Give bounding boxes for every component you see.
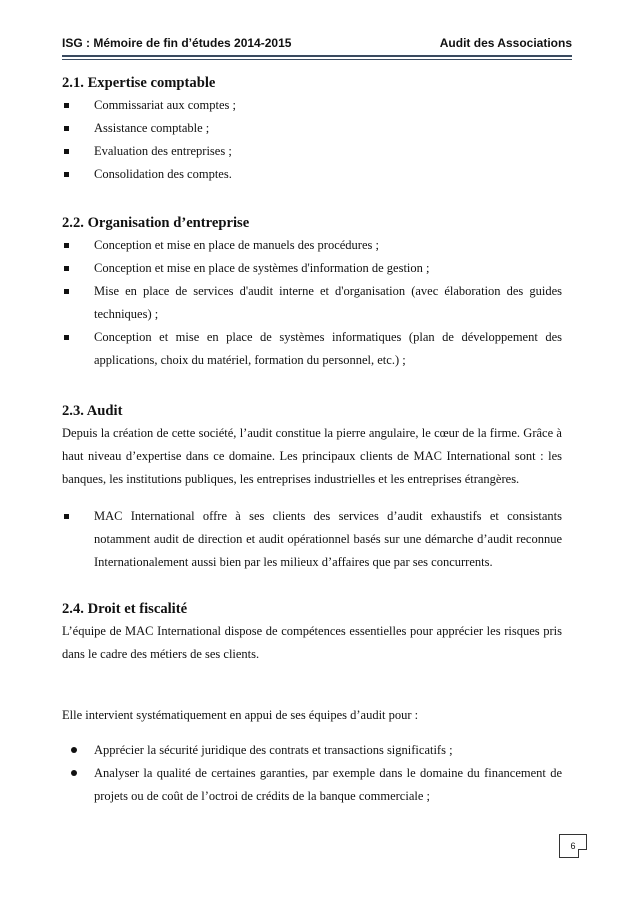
list-item: Conception et mise en place de systèmes d'information de gestion ; [62,257,562,280]
list-item: Conception et mise en place de systèmes informatiques (plan de développement des applications, choix du matériel, formation du personnel, etc.) ; [62,326,562,372]
page-content [62,72,562,808]
header-subtitle: Audit des Associations [439,36,572,50]
section-2-3-list [62,505,562,574]
section-2-4-title: 2.4. Droit et fiscalité [62,601,188,617]
section-2-1-list [62,94,562,186]
section-2-4-paragraph: L’équipe de MAC International dispose de compétences essentielles pour apprécier les risques pris dans le cadre des métiers de ses clients. [62,624,562,661]
page-number: 6 [570,841,576,851]
header-rule-thick [62,55,572,57]
page-fold-icon [578,849,587,858]
list-item: Mise en place de services d'audit interne et d'organisation (avec élaboration des guides techniques) ; [62,280,562,326]
section-2-2-title: 2.2. Organisation d’entreprise [62,215,250,231]
list-item: Consolidation des comptes. [62,163,562,186]
section-2-3-title: 2.3. Audit [62,403,123,419]
section-2-4-list [62,739,562,808]
section-2-4-intro: Elle intervient systématiquement en appui de ses équipes d’audit pour : [62,708,419,722]
list-item: Evaluation des entreprises ; [62,140,562,163]
header-rule-thin [62,59,572,60]
list-item: MAC International offre à ses clients des services d’audit exhaustifs et consistants notamment audit de direction et audit opérationnel basés sur une démarche d’audit reconnue Internationalement aussi bien par les milieux d’affaires que par ses concurrents. [62,505,562,574]
list-item: Analyser la qualité de certaines garanties, par exemple dans le domaine du financement de projets ou de coût de l’octroi de crédits de la banque commerciale ; [62,762,562,808]
header-title: ISG : Mémoire de fin d’études 2014-2015 [62,36,292,50]
list-item: Conception et mise en place de manuels des procédures ; [62,234,562,257]
list-item: Apprécier la sécurité juridique des contrats et transactions significatifs ; [62,739,562,762]
list-item: Assistance comptable ; [62,117,562,140]
list-item: Commissariat aux comptes ; [62,94,562,117]
page-number-box [559,834,587,858]
section-2-3-paragraph: Depuis la création de cette société, l’audit constitue la pierre angulaire, le cœur de la firme. Grâce à haut niveau d’expertise dans ce domaine. Les principaux clients de MAC International sont : les banques, les institutions publiques, les entreprises industrielles et les entreprises étrangères. [62,426,562,486]
section-2-1-title: 2.1. Expertise comptable [62,75,216,91]
section-2-2-list [62,234,562,372]
